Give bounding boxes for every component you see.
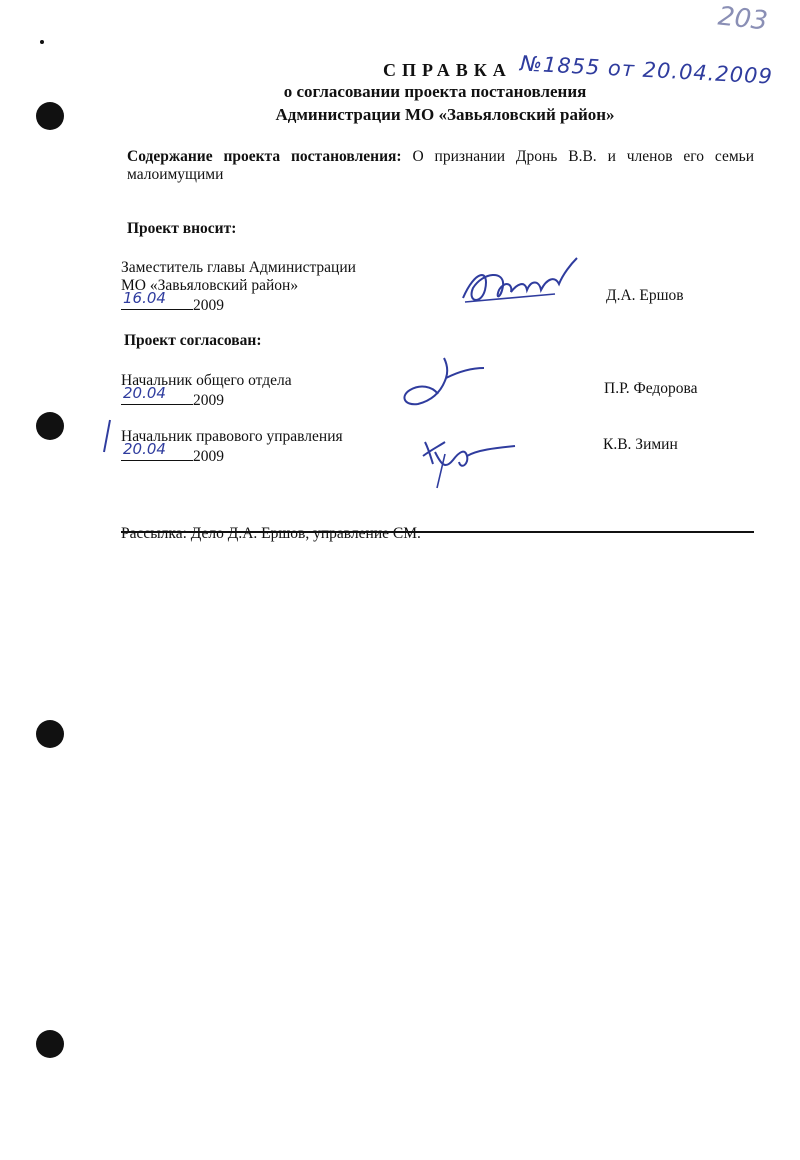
binder-hole — [36, 720, 64, 748]
content-label: Содержание проекта постановления: — [127, 148, 402, 165]
submitted-position-line2: МО «Завьяловский район» — [121, 277, 299, 294]
approved-heading: Проект согласован: — [124, 332, 262, 349]
date-year: 2009 — [193, 297, 224, 314]
signature-ershov — [455, 250, 585, 320]
date-year: 2009 — [193, 392, 224, 409]
submitted-position-line1: Заместитель главы Администрации — [121, 259, 356, 276]
handwritten-registration: №1855 от 20.04.2009 — [519, 51, 774, 89]
binder-hole — [36, 102, 64, 130]
submitted-heading: Проект вносит: — [127, 220, 237, 237]
handwritten-date: 20.04 — [123, 384, 166, 402]
submitted-date-line — [121, 289, 224, 315]
document-subtitle-line1: о согласовании проекта постановления — [283, 82, 587, 101]
margin-tick-mark — [100, 418, 114, 454]
date-underline — [121, 384, 193, 405]
approval-position: Начальник правового управления — [121, 428, 343, 445]
document-subtitle-line2: Администрации МО «Завьяловский район» — [275, 105, 615, 124]
approval-name: К.В. Зимин — [603, 436, 678, 453]
speck-mark — [40, 40, 44, 44]
date-underline — [121, 440, 193, 461]
content-paragraph — [127, 148, 754, 184]
archive-page-number: 203 — [716, 1, 770, 37]
signature-fedorova — [398, 350, 498, 410]
distribution-text: Рассылка: Дело Д.А. Ершов, управление СМ. — [121, 525, 421, 542]
date-year: 2009 — [193, 448, 224, 465]
binder-hole — [36, 412, 64, 440]
binder-hole — [36, 1030, 64, 1058]
content-text: О признании Дронь В.В. и членов его семьи малоимущими — [127, 148, 755, 183]
approval-position: Начальник общего отдела — [121, 372, 292, 389]
approval-date-line — [121, 440, 224, 466]
date-underline — [121, 289, 193, 310]
approval-name: П.Р. Федорова — [604, 380, 698, 397]
submitted-name: Д.А. Ершов — [606, 287, 684, 304]
handwritten-date: 16.04 — [123, 289, 166, 307]
handwritten-date: 20.04 — [123, 440, 166, 458]
document-title: СПРАВКА — [383, 60, 512, 80]
approval-date-line — [121, 384, 224, 410]
signature-zimin — [415, 430, 525, 490]
